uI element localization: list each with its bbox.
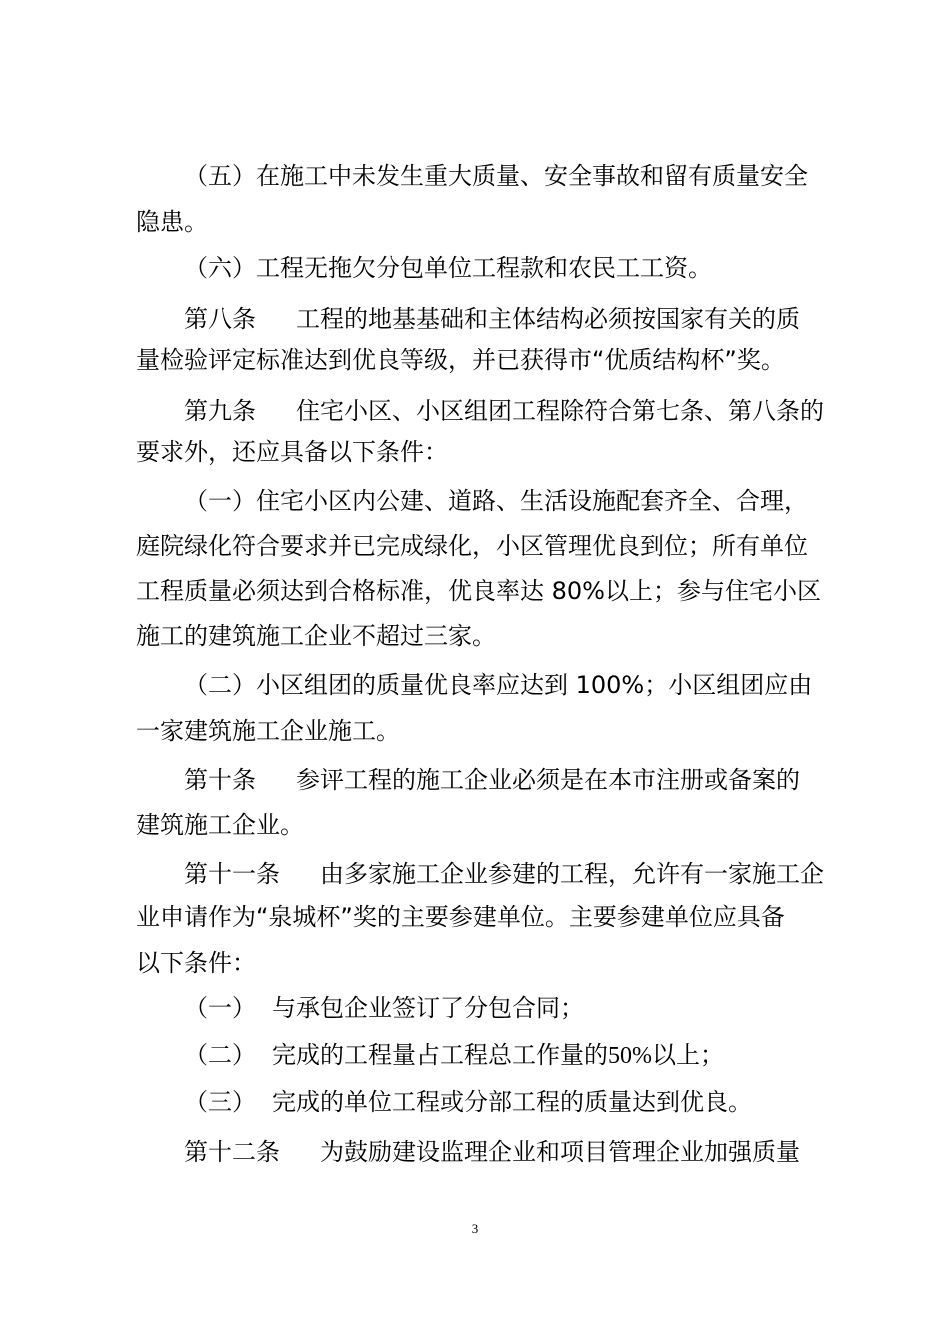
paragraph-line: 工程的地基基础和主体结构必须按国家有关的质 [296, 305, 800, 333]
paragraph-line: 住宅小区、小区组团工程除符合第七条、第八条的 [296, 397, 824, 425]
article-heading: 第十二条 [184, 1138, 280, 1166]
list-item: 完成的单位工程或分部工程的质量达到优良。 [272, 1088, 752, 1116]
paragraph-line: 为鼓励建设监理企业和项目管理企业加强质量 [320, 1138, 800, 1166]
paragraph-line: （六）工程无拖欠分包单位工程款和农民工工资。 [184, 254, 712, 282]
list-marker: （二） [184, 1041, 256, 1069]
paragraph-line: 一家建筑施工企业施工。 [136, 717, 400, 745]
list-item-text: 完成的工程量占工程总工作量的 [272, 1041, 608, 1069]
page-number: 3 [471, 1221, 479, 1236]
percentage-value: 50% [608, 1043, 652, 1069]
paragraph-line: 要求外，还应具备以下条件： [136, 438, 448, 466]
paragraph-line: 以下条件： [136, 949, 256, 977]
article-heading: 第十条 [184, 766, 256, 794]
paragraph-line: 施工的建筑施工企业不超过三家。 [136, 622, 496, 650]
paragraph-line: 庭院绿化符合要求并已完成绿化，小区管理优良到位；所有单位 [136, 532, 808, 560]
list-item [272, 1038, 724, 1073]
paragraph-line: 由多家施工企业参建的工程，允许有一家施工企 [320, 860, 824, 888]
paragraph-line: （二）小区组团的质量优良率应达到 100%；小区组团应由 [184, 671, 813, 699]
paragraph-line: （一）住宅小区内公建、道路、生活设施配套齐全、合理， [184, 487, 808, 515]
paragraph-line: 量检验评定标准达到优良等级，并已获得市“优质结构杯”奖。 [136, 346, 785, 374]
paragraph-line: 隐患。 [136, 208, 208, 236]
list-marker: （一） [184, 994, 256, 1022]
paragraph-line: 建筑施工企业。 [136, 811, 304, 839]
article-heading: 第十一条 [184, 860, 280, 888]
list-item-text: 以上； [652, 1041, 724, 1069]
list-item: 与承包企业签订了分包合同； [272, 994, 584, 1022]
article-heading: 第九条 [184, 397, 256, 425]
article-heading: 第八条 [184, 305, 256, 333]
paragraph-line: （五）在施工中未发生重大质量、安全事故和留有质量安全 [184, 162, 808, 190]
paragraph-line: 参评工程的施工企业必须是在本市注册或备案的 [296, 766, 800, 794]
paragraph-line: 工程质量必须达到合格标准，优良率达 80%以上；参与住宅小区 [136, 577, 821, 605]
paragraph-line: 业申请作为“泉城杯”奖的主要参建单位。主要参建单位应具备 [136, 903, 785, 931]
list-marker: （三） [184, 1088, 256, 1116]
